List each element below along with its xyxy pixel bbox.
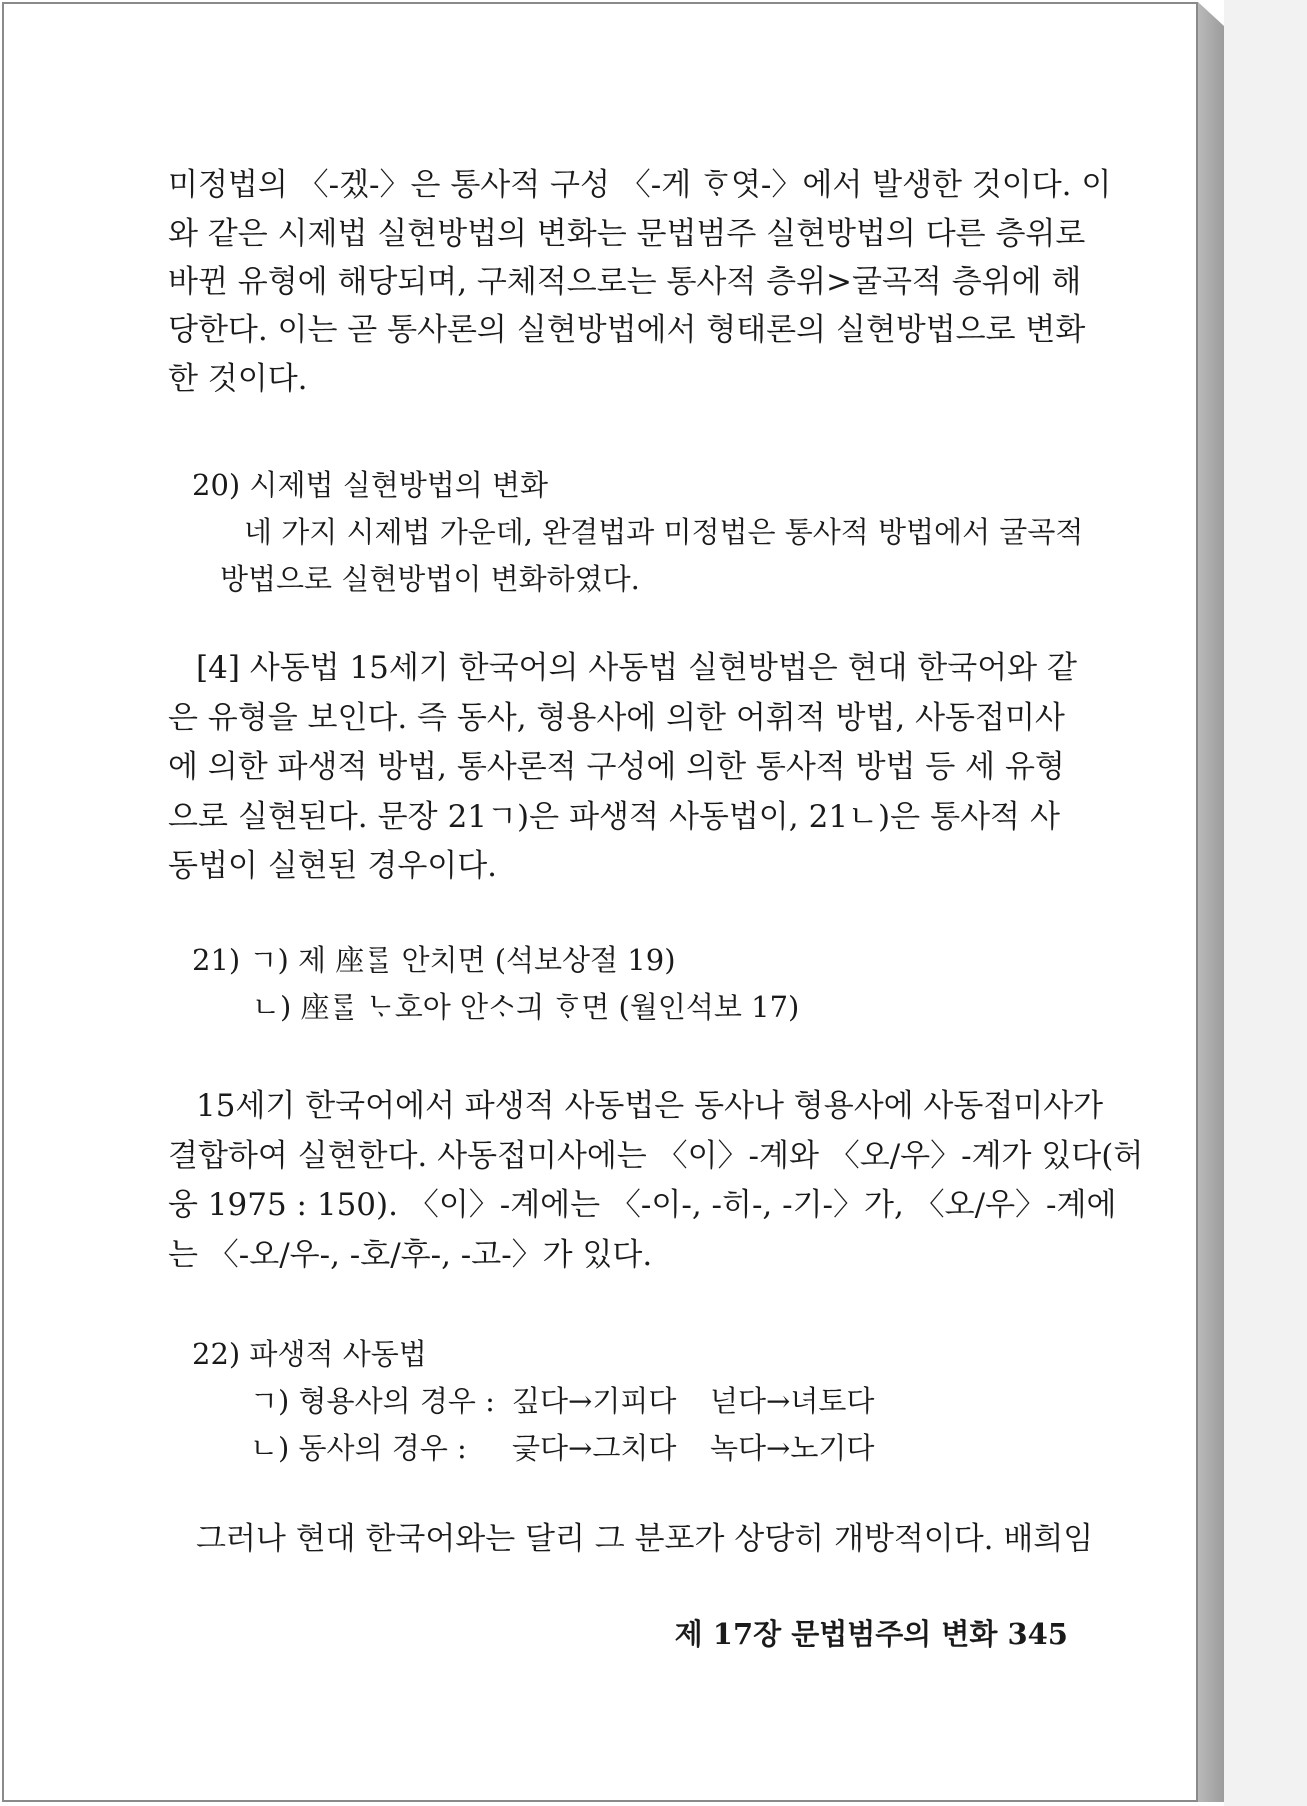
example-row-form: 녹다→노기다 — [710, 1431, 875, 1465]
example-row-label: ㄴ) 동사의 경우 : — [250, 1431, 467, 1465]
paragraph-line: 와 같은 시제법 실현방법의 변화는 문법범주 실현방법의 다른 층위로 — [168, 216, 1086, 252]
paragraph-line: 한 것이다. — [168, 361, 308, 397]
paragraph-line: 는 〈-오/우-, -호/후-, -고-〉가 있다. — [168, 1237, 653, 1273]
paragraph-line: 미정법의 〈-겠-〉은 통사적 구성 〈-게 ᄒᆞ엿-〉에서 발생한 것이다. 이 — [168, 167, 1112, 203]
paragraph-line: 웅 1975 : 150). 〈이〉-계에는 〈-이-, -히-, -기-〉가, 〈오/우〉-계에 — [168, 1187, 1117, 1223]
paragraph-line: [4] 사동법 15세기 한국어의 사동법 실현방법은 현대 한국어와 같 — [196, 650, 1077, 686]
chapter-title: 제 17장 문법범주의 변화 — [674, 1617, 998, 1651]
paragraph-line: 동법이 실현된 경우이다. — [168, 848, 498, 884]
background-right — [1224, 0, 1307, 1806]
paragraph-line: 당한다. 이는 곧 통사론의 실현방법에서 형태론의 실현방법으로 변화 — [168, 312, 1086, 348]
page-edge-shadow — [1198, 2, 1224, 1802]
paragraph-line: 그러나 현대 한국어와는 달리 그 분포가 상당히 개방적이다. 배희임 — [196, 1521, 1094, 1557]
example-title: 22) 파생적 사동법 — [192, 1337, 427, 1371]
running-footer — [660, 1612, 1068, 1653]
paragraph-line: 바뀐 유형에 해당되며, 구체적으로는 통사적 층위>굴곡적 층위에 해 — [168, 264, 1082, 300]
example-line: 21) ㄱ) 제 座ᄅᆞᆯ 안치면 (석보상절 19) — [192, 943, 676, 977]
example-body: 네 가지 시제법 가운데, 완결법과 미정법은 통사적 방법에서 굴곡적 — [244, 515, 1084, 549]
example-row-form: 넏다→녀토다 — [710, 1384, 875, 1418]
example-line: ㄴ) 座ᄅᆞᆯ ᄂᆞ호아 안ᄉᆞ긔 ᄒᆞ면 (월인석보 17) — [252, 990, 800, 1024]
paragraph-line: 결합하여 실현한다. 사동접미사에는 〈이〉-계와 〈오/우〉-계가 있다(허 — [168, 1138, 1144, 1174]
example-body: 방법으로 실현방법이 변화하였다. — [220, 562, 640, 596]
paragraph-line: 15세기 한국어에서 파생적 사동법은 동사나 형용사에 사동접미사가 — [196, 1088, 1104, 1124]
example-row-label: ㄱ) 형용사의 경우 : — [250, 1384, 495, 1418]
paragraph-line: 으로 실현된다. 문장 21ㄱ)은 파생적 사동법이, 21ㄴ)은 통사적 사 — [168, 799, 1060, 835]
example-row-form: 깊다→기피다 — [512, 1384, 677, 1418]
example-title: 20) 시제법 실현방법의 변화 — [192, 468, 549, 502]
paragraph-line: 은 유형을 보인다. 즉 동사, 형용사에 의한 어휘적 방법, 사동접미사 — [168, 700, 1065, 736]
page-number: 345 — [1007, 1617, 1068, 1651]
example-row-form: 긏다→그치다 — [512, 1431, 677, 1465]
paragraph-line: 에 의한 파생적 방법, 통사론적 구성에 의한 통사적 방법 등 세 유형 — [168, 749, 1065, 785]
